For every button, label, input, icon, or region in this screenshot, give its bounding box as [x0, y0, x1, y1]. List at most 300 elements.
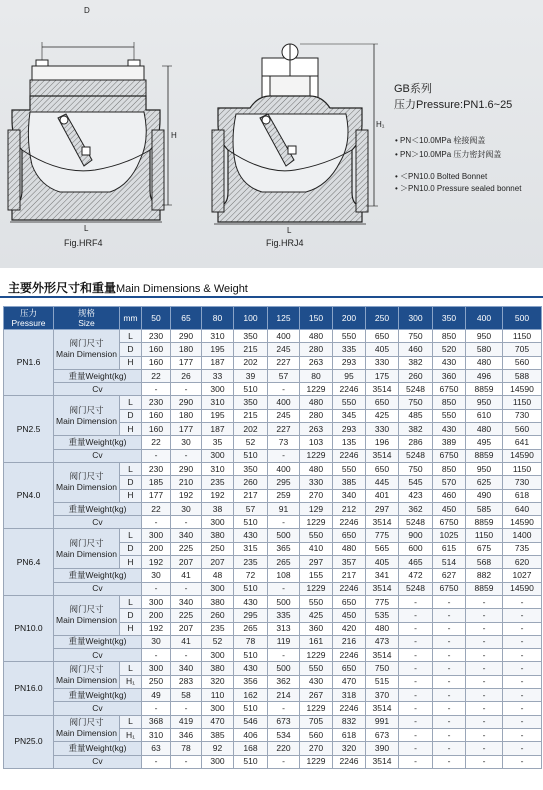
- table-cell: 730: [503, 409, 542, 422]
- header-size-400: 400: [466, 307, 503, 330]
- table-cell: -: [399, 622, 433, 635]
- right-valve-drawing: [212, 44, 378, 224]
- table-cell: -: [503, 715, 542, 728]
- table-cell: 510: [234, 755, 268, 768]
- table-cell: 160: [142, 343, 171, 356]
- table-cell: 227: [268, 423, 300, 436]
- table-cell: 108: [268, 569, 300, 582]
- table-cell: 22: [142, 436, 171, 449]
- table-cell: 30: [171, 502, 202, 515]
- table-cell: 22: [142, 369, 171, 382]
- table-cell: -: [466, 595, 503, 608]
- table-cell: 472: [399, 569, 433, 582]
- dimension-symbol: L: [120, 462, 142, 475]
- table-cell: -: [433, 609, 466, 622]
- table-cell: 545: [399, 476, 433, 489]
- table-cell: -: [142, 649, 171, 662]
- table-cell: 300: [142, 662, 171, 675]
- table-cell: 207: [202, 556, 234, 569]
- series-title: GB系列: [394, 83, 432, 95]
- table-cell: -: [171, 582, 202, 595]
- table-cell: 425: [366, 409, 399, 422]
- table-cell: 385: [202, 728, 234, 741]
- table-cell: 401: [366, 489, 399, 502]
- table-cell: -: [503, 728, 542, 741]
- table-cell: 300: [202, 449, 234, 462]
- cv-label: Cv: [54, 755, 142, 768]
- header-unit: mm: [120, 307, 142, 330]
- table-cell: 420: [333, 622, 366, 635]
- table-cell: -: [268, 383, 300, 396]
- table-cell: 1150: [503, 396, 542, 409]
- dimension-symbol: L: [120, 595, 142, 608]
- table-cell: -: [503, 595, 542, 608]
- dimension-symbol: L: [120, 330, 142, 343]
- table-cell: 496: [466, 369, 503, 382]
- header-size-80: 80: [202, 307, 234, 330]
- table-cell: -: [268, 582, 300, 595]
- dimension-symbol: D: [120, 609, 142, 622]
- table-cell: -: [433, 649, 466, 662]
- table-cell: -: [466, 689, 503, 702]
- table-cell: 295: [268, 476, 300, 489]
- table-cell: -: [399, 662, 433, 675]
- table-cell: 350: [234, 396, 268, 409]
- header-size-350: 350: [433, 307, 466, 330]
- table-cell: 119: [268, 635, 300, 648]
- table-cell: -: [503, 649, 542, 662]
- table-cell: 580: [466, 343, 503, 356]
- table-cell: 300: [202, 649, 234, 662]
- table-cell: 850: [433, 330, 466, 343]
- table-cell: 775: [366, 529, 399, 542]
- table-cell: 389: [433, 436, 466, 449]
- pressure-cell: PN25.0: [4, 715, 54, 768]
- table-cell: 202: [234, 356, 268, 369]
- table-cell: 350: [234, 462, 268, 475]
- table-row: [4, 449, 542, 462]
- table-cell: 405: [366, 556, 399, 569]
- table-cell: 192: [142, 622, 171, 635]
- table-cell: 550: [333, 462, 366, 475]
- table-cell: -: [503, 622, 542, 635]
- table-cell: 320: [333, 742, 366, 755]
- table-cell: 168: [234, 742, 268, 755]
- main-dimension-label: 阀门尺寸 Main Dimension: [54, 662, 120, 689]
- header-size: 规格 Size: [54, 307, 120, 330]
- table-cell: 832: [333, 715, 366, 728]
- table-cell: 625: [466, 476, 503, 489]
- table-cell: 480: [300, 462, 333, 475]
- table-cell: 550: [333, 396, 366, 409]
- table-cell: 8859: [466, 582, 503, 595]
- table-cell: 49: [142, 689, 171, 702]
- table-cell: 103: [300, 436, 333, 449]
- table-cell: 560: [503, 356, 542, 369]
- table-cell: 293: [333, 356, 366, 369]
- table-cell: 78: [234, 635, 268, 648]
- dimension-symbol: L: [120, 662, 142, 675]
- table-cell: 610: [466, 409, 503, 422]
- table-cell: 430: [433, 356, 466, 369]
- table-cell: 155: [300, 569, 333, 582]
- table-cell: -: [466, 622, 503, 635]
- table-cell: 480: [466, 423, 503, 436]
- table-cell: -: [399, 609, 433, 622]
- table-cell: 650: [366, 396, 399, 409]
- dimension-symbol: L: [120, 396, 142, 409]
- table-cell: -: [503, 755, 542, 768]
- table-cell: -: [142, 516, 171, 529]
- table-row: [4, 383, 542, 396]
- table-row: [4, 369, 542, 382]
- pressure-cell: PN6.4: [4, 529, 54, 595]
- table-cell: 80: [300, 369, 333, 382]
- table-cell: 3514: [366, 582, 399, 595]
- table-cell: -: [399, 689, 433, 702]
- table-cell: 450: [433, 502, 466, 515]
- main-dimension-label: 阀门尺寸 Main Dimension: [54, 715, 120, 742]
- table-cell: 510: [234, 582, 268, 595]
- table-cell: -: [142, 582, 171, 595]
- table-row: [4, 595, 542, 608]
- table-cell: 110: [202, 689, 234, 702]
- table-cell: 14590: [503, 516, 542, 529]
- table-cell: 950: [466, 462, 503, 475]
- table-cell: 330: [366, 423, 399, 436]
- table-cell: 5248: [399, 383, 433, 396]
- table-cell: 315: [234, 542, 268, 555]
- table-cell: 362: [268, 675, 300, 688]
- cv-label: Cv: [54, 702, 142, 715]
- table-cell: 39: [234, 369, 268, 382]
- header-size-200: 200: [333, 307, 366, 330]
- table-cell: 160: [142, 423, 171, 436]
- table-cell: 480: [466, 356, 503, 369]
- table-cell: 1150: [503, 330, 542, 343]
- table-cell: 263: [300, 356, 333, 369]
- table-cell: 177: [171, 356, 202, 369]
- technical-drawing-area: [0, 0, 543, 268]
- table-cell: 290: [171, 462, 202, 475]
- table-cell: 465: [399, 556, 433, 569]
- table-cell: -: [503, 675, 542, 688]
- table-cell: 290: [171, 330, 202, 343]
- table-cell: 400: [268, 396, 300, 409]
- table-cell: 510: [234, 702, 268, 715]
- table-cell: -: [433, 742, 466, 755]
- weight-label: 重量Weight(kg): [54, 569, 142, 582]
- table-cell: 380: [202, 595, 234, 608]
- table-cell: 217: [333, 569, 366, 582]
- table-cell: 3514: [366, 449, 399, 462]
- table-cell: -: [466, 662, 503, 675]
- table-cell: 162: [234, 689, 268, 702]
- table-cell: 430: [234, 595, 268, 608]
- table-cell: 419: [171, 715, 202, 728]
- table-cell: 705: [503, 343, 542, 356]
- table-cell: 480: [300, 396, 333, 409]
- table-cell: 180: [171, 343, 202, 356]
- table-cell: 882: [466, 569, 503, 582]
- table-cell: 187: [202, 423, 234, 436]
- header-size-50: 50: [142, 307, 171, 330]
- table-cell: 330: [366, 356, 399, 369]
- table-header-row: [4, 307, 542, 330]
- table-cell: -: [171, 755, 202, 768]
- table-cell: 5248: [399, 582, 433, 595]
- table-cell: 1229: [300, 649, 333, 662]
- table-cell: -: [433, 702, 466, 715]
- table-cell: 340: [171, 529, 202, 542]
- table-cell: 400: [268, 462, 300, 475]
- cv-label: Cv: [54, 516, 142, 529]
- dimension-label-l-left: L: [84, 224, 89, 233]
- table-cell: 357: [333, 556, 366, 569]
- table-cell: 230: [142, 462, 171, 475]
- table-cell: 495: [466, 436, 503, 449]
- table-cell: 600: [399, 542, 433, 555]
- table-cell: 217: [234, 489, 268, 502]
- table-cell: 382: [399, 423, 433, 436]
- table-cell: 406: [234, 728, 268, 741]
- table-cell: 250: [142, 675, 171, 688]
- table-cell: -: [466, 742, 503, 755]
- table-cell: 214: [268, 689, 300, 702]
- dimensions-table: [3, 306, 542, 769]
- table-cell: 385: [333, 476, 366, 489]
- table-row: [4, 715, 542, 728]
- table-cell: 313: [268, 622, 300, 635]
- table-cell: 3514: [366, 383, 399, 396]
- table-cell: 1400: [503, 529, 542, 542]
- table-cell: 425: [300, 609, 333, 622]
- table-cell: -: [399, 675, 433, 688]
- table-cell: 570: [433, 476, 466, 489]
- table-cell: 230: [142, 396, 171, 409]
- table-cell: -: [399, 728, 433, 741]
- table-cell: 341: [366, 569, 399, 582]
- dimension-symbol: D: [120, 476, 142, 489]
- table-cell: 900: [399, 529, 433, 542]
- table-cell: 227: [268, 356, 300, 369]
- table-cell: -: [171, 449, 202, 462]
- table-cell: -: [142, 383, 171, 396]
- table-cell: 310: [202, 396, 234, 409]
- table-cell: 3514: [366, 702, 399, 715]
- table-cell: 480: [366, 622, 399, 635]
- table-cell: -: [399, 649, 433, 662]
- table-cell: 245: [268, 343, 300, 356]
- dimension-label-h1: H₁: [376, 120, 385, 129]
- cv-label: Cv: [54, 449, 142, 462]
- table-cell: 430: [433, 423, 466, 436]
- table-cell: -: [466, 649, 503, 662]
- table-cell: 535: [366, 609, 399, 622]
- table-cell: 1229: [300, 516, 333, 529]
- table-cell: 58: [171, 689, 202, 702]
- table-cell: 3514: [366, 755, 399, 768]
- table-cell: 6750: [433, 449, 466, 462]
- dimension-symbol: H: [120, 622, 142, 635]
- table-cell: 675: [466, 542, 503, 555]
- table-cell: 1229: [300, 383, 333, 396]
- table-cell: 550: [300, 662, 333, 675]
- table-cell: 356: [234, 675, 268, 688]
- table-cell: 310: [202, 462, 234, 475]
- table-cell: 259: [268, 489, 300, 502]
- table-cell: 235: [234, 556, 268, 569]
- table-cell: -: [433, 728, 466, 741]
- table-cell: 30: [171, 436, 202, 449]
- table-cell: 215: [234, 409, 268, 422]
- table-cell: 283: [171, 675, 202, 688]
- table-cell: 245: [268, 409, 300, 422]
- table-cell: -: [399, 702, 433, 715]
- table-cell: -: [268, 702, 300, 715]
- table-cell: 520: [433, 343, 466, 356]
- table-cell: 185: [142, 476, 171, 489]
- pressure-cell: PN2.5: [4, 396, 54, 462]
- table-cell: 270: [300, 742, 333, 755]
- table-cell: 640: [503, 502, 542, 515]
- table-cell: 6750: [433, 516, 466, 529]
- table-cell: -: [142, 755, 171, 768]
- table-cell: -: [399, 755, 433, 768]
- table-cell: 730: [503, 476, 542, 489]
- table-cell: 212: [333, 502, 366, 515]
- table-row: [4, 569, 542, 582]
- table-cell: -: [433, 622, 466, 635]
- table-cell: -: [399, 635, 433, 648]
- dimension-label-l-right: L: [287, 226, 292, 235]
- table-cell: 460: [399, 343, 433, 356]
- table-cell: 460: [433, 489, 466, 502]
- table-cell: 490: [466, 489, 503, 502]
- main-dimension-label: 阀门尺寸 Main Dimension: [54, 396, 120, 436]
- table-row: [4, 396, 542, 409]
- weight-label: 重量Weight(kg): [54, 742, 142, 755]
- table-cell: 2246: [333, 702, 366, 715]
- main-dimension-label: 阀门尺寸 Main Dimension: [54, 529, 120, 569]
- table-cell: 510: [234, 516, 268, 529]
- table-cell: -: [503, 702, 542, 715]
- table-cell: 615: [433, 542, 466, 555]
- table-row: [4, 516, 542, 529]
- table-cell: -: [466, 609, 503, 622]
- table-cell: -: [171, 649, 202, 662]
- table-cell: 705: [300, 715, 333, 728]
- table-cell: -: [171, 702, 202, 715]
- table-cell: 192: [171, 489, 202, 502]
- dimension-symbol: D: [120, 343, 142, 356]
- table-cell: 950: [466, 396, 503, 409]
- valve-drawings: [0, 0, 543, 268]
- table-cell: 180: [171, 409, 202, 422]
- table-cell: 63: [142, 742, 171, 755]
- table-cell: -: [466, 702, 503, 715]
- table-cell: -: [433, 635, 466, 648]
- table-cell: 380: [202, 529, 234, 542]
- note-sealed-en: • ＞PN10.0 Pressure sealed bonnet: [395, 184, 522, 193]
- table-row: [4, 502, 542, 515]
- table-cell: 560: [300, 728, 333, 741]
- table-cell: 14590: [503, 582, 542, 595]
- main-dimension-label: 阀门尺寸 Main Dimension: [54, 462, 120, 502]
- table-cell: 30: [142, 569, 171, 582]
- table-cell: 310: [202, 330, 234, 343]
- table-cell: 6750: [433, 383, 466, 396]
- table-cell: 260: [234, 476, 268, 489]
- table-cell: 370: [366, 689, 399, 702]
- table-cell: 335: [333, 343, 366, 356]
- table-cell: 618: [333, 728, 366, 741]
- table-cell: 263: [300, 423, 333, 436]
- dimension-symbol: H: [120, 423, 142, 436]
- table-cell: 177: [142, 489, 171, 502]
- table-cell: 950: [466, 330, 503, 343]
- table-cell: 750: [399, 396, 433, 409]
- table-cell: 300: [202, 582, 234, 595]
- header-size-125: 125: [268, 307, 300, 330]
- table-cell: 235: [202, 476, 234, 489]
- table-cell: 1229: [300, 702, 333, 715]
- table-cell: 850: [433, 462, 466, 475]
- section-title-en: Main Dimensions & Weight: [116, 283, 248, 295]
- table-cell: 510: [234, 449, 268, 462]
- table-cell: 650: [333, 595, 366, 608]
- main-dimension-label: 阀门尺寸 Main Dimension: [54, 595, 120, 635]
- table-cell: 585: [466, 502, 503, 515]
- pressure-cell: PN1.6: [4, 330, 54, 396]
- table-cell: 500: [268, 529, 300, 542]
- table-cell: -: [268, 516, 300, 529]
- table-cell: 135: [333, 436, 366, 449]
- table-cell: 445: [366, 476, 399, 489]
- note-sealed-cn: • PN＞10.0MPa 压力密封阀盖: [395, 150, 502, 159]
- table-cell: 216: [333, 635, 366, 648]
- table-cell: 346: [171, 728, 202, 741]
- header-pressure: 压力 Pressure: [4, 307, 54, 330]
- table-cell: 534: [268, 728, 300, 741]
- header-size-500: 500: [503, 307, 542, 330]
- table-cell: -: [268, 755, 300, 768]
- table-cell: 92: [202, 742, 234, 755]
- table-row: [4, 529, 542, 542]
- table-cell: 368: [142, 715, 171, 728]
- table-cell: 1025: [433, 529, 466, 542]
- table-cell: 300: [142, 595, 171, 608]
- table-cell: 230: [142, 330, 171, 343]
- table-cell: 560: [503, 423, 542, 436]
- table-cell: 750: [399, 330, 433, 343]
- table-cell: 588: [503, 369, 542, 382]
- table-cell: 627: [433, 569, 466, 582]
- table-cell: 641: [503, 436, 542, 449]
- table-row: [4, 582, 542, 595]
- table-cell: 290: [171, 396, 202, 409]
- table-cell: -: [503, 635, 542, 648]
- table-row: [4, 330, 542, 343]
- table-cell: 991: [366, 715, 399, 728]
- table-cell: 618: [503, 489, 542, 502]
- table-cell: -: [466, 728, 503, 741]
- table-cell: 500: [268, 662, 300, 675]
- table-cell: 510: [234, 383, 268, 396]
- table-cell: 382: [399, 356, 433, 369]
- table-cell: 14590: [503, 383, 542, 396]
- table-cell: -: [171, 383, 202, 396]
